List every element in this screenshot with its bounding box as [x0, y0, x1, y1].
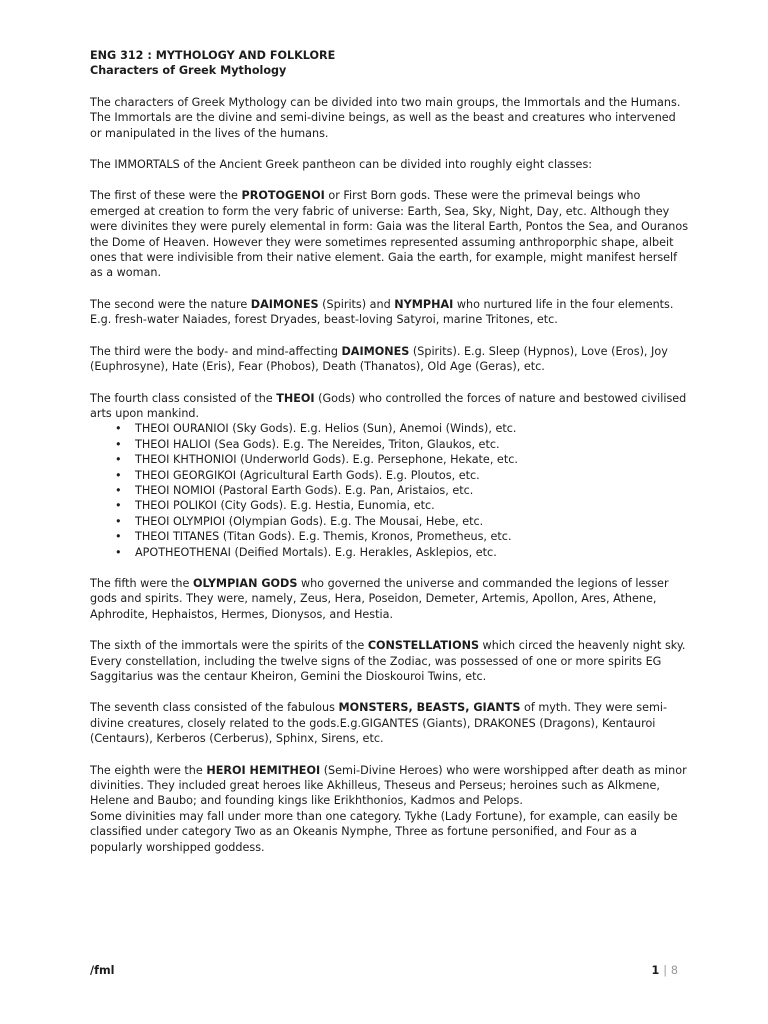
term-constellations: CONSTELLATIONS — [367, 639, 479, 653]
theoi-list — [90, 421, 690, 560]
class-4-section — [90, 391, 690, 560]
document-body — [90, 48, 690, 855]
intro-paragraph: The characters of Greek Mythology can be divided into two main groups, the Immortals and the Humans. The Immortals are the divine and semi-divine beings, as well as the beast and creatures who intervened or manipulated in the lives of the humans. — [90, 95, 681, 140]
class-8-section — [90, 763, 690, 855]
class-3-paragraph: The third were the body- and mind-affecting DAIMONES (Spirits). E.g. Sleep (Hypnos), Love (Eros), Joy (Euphrosyne), Hate (Eris), Fear (Phobos), Death (Thanatos), Old Age (Geras), etc. — [90, 344, 668, 374]
class-6-paragraph: The sixth of the immortals were the spirits of the CONSTELLATIONS which circed the heavenly night sky. Every constellation, including the twelve signs of the Zodiac, was possessed of one or more spirits EG Saggitarius was the centaur Kheiron, Gemini the Dioskouroi Twins, etc. — [90, 639, 686, 683]
list-item: • THEOI GEORGIKOI (Agricultural Earth Gods). E.g. Ploutos, etc. — [135, 468, 690, 483]
immortals-intro-paragraph: The IMMORTALS of the Ancient Greek pantheon can be divided into roughly eight classes: — [90, 158, 593, 172]
closing-note: Some divinities may fall under more than one category. Tykhe (Lady Fortune), for example, can easily be classified under category Two as an Okeanis Nymphe, Three as fortune personified, and Four as a popularly worshipped goddess. — [90, 809, 678, 854]
term-daimones: DAIMONES — [250, 297, 319, 311]
list-item: • THEOI NOMIOI (Pastoral Earth Gods). E.g. Pan, Aristaios, etc. — [135, 483, 690, 498]
class-5-paragraph: The fifth were the OLYMPIAN GODS who governed the universe and commanded the legions of lesser gods and spirits. They were, namely, Zeus, Hera, Poseidon, Demeter, Artemis, Apollon, Ares, Athene, Aphrodite, Hephaistos, Hermes, Dionysos, and Hestia. — [90, 576, 669, 621]
page-separator: | — [663, 964, 667, 977]
term-theoi: THEOI — [276, 391, 315, 405]
page-number — [651, 964, 678, 977]
current-page: 1 — [651, 964, 660, 977]
course-title: ENG 312 : MYTHOLOGY AND FOLKLORE — [90, 49, 336, 62]
list-item: • THEOI POLIKOI (City Gods). E.g. Hestia, Eunomia, etc. — [135, 498, 690, 513]
term-heroi-hemitheoi: HEROI HEMITHEOI — [206, 763, 321, 777]
term-monsters-beasts-giants: MONSTERS, BEASTS, GIANTS — [338, 701, 521, 715]
total-pages: 8 — [670, 964, 678, 977]
term-olympian-gods: OLYMPIAN GODS — [192, 576, 298, 590]
list-item: • THEOI KHTHONIOI (Underworld Gods). E.g. Persephone, Hekate, etc. — [135, 452, 690, 467]
list-item: • THEOI OURANIOI (Sky Gods). E.g. Helios (Sun), Anemoi (Winds), etc. — [135, 421, 690, 436]
class-8-paragraph: The eighth were the HEROI HEMITHEOI (Semi-Divine Heroes) who were worshipped after death as minor divinities. They included great heroes like Akhilleus, Theseus and Perseus; heroines such as Alkmene, Helene and Baubo; and founding kings like Erikhthonios, Kadmos and Pelops. — [90, 763, 687, 808]
term-protogenoi: PROTOGENOI — [241, 189, 325, 203]
list-item: • THEOI TITANES (Titan Gods). E.g. Themis, Kronos, Prometheus, etc. — [135, 529, 690, 544]
class-2-paragraph: The second were the nature DAIMONES (Spirits) and NYMPHAI who nurtured life in the four elements. E.g. fresh-water Naiades, forest Dryades, beast-loving Satyroi, marine Tritones, etc. — [90, 297, 674, 327]
term-daimones-body-mind: DAIMONES — [341, 344, 410, 358]
class-1-paragraph: The first of these were the PROTOGENOI or First Born gods. These were the primeval beings who emerged at creation to form the very fabric of universe: Earth, Sea, Sky, Night, Day, etc. Although they were divinites they were purely elemental in form: Gaia was the literal Earth, Pontos the Sea, and Ouranos the Dome of Heaven. However they were sometimes represented assuming anthroporphic shape, albeit ones that were indivisible from their native element. Gaia the earth, for example, might manifest herself as a woman. — [90, 189, 689, 280]
list-item: • APOTHEOTHENAI (Deified Mortals). E.g. Herakles, Asklepios, etc. — [135, 545, 690, 560]
document-subtitle: Characters of Greek Mythology — [90, 64, 287, 78]
class-4-paragraph: The fourth class consisted of the THEOI (Gods) who controlled the forces of nature and bestowed civilised arts upon mankind. — [90, 391, 687, 420]
list-item: • THEOI HALIOI (Sea Gods). E.g. The Nereides, Triton, Glaukos, etc. — [135, 437, 690, 452]
footer-initials: /fml — [90, 964, 115, 977]
class-7-paragraph: The seventh class consisted of the fabulous MONSTERS, BEASTS, GIANTS of myth. They were semi-divine creatures, closely related to the gods.E.g.GIGANTES (Giants), DRAKONES (Dragons), Kentauroi (Centaurs), Kerberos (Cerberus), Sphinx, Sirens, etc. — [90, 701, 667, 746]
term-nymphai: NYMPHAI — [394, 297, 454, 311]
list-item: • THEOI OLYMPIOI (Olympian Gods). E.g. The Mousai, Hebe, etc. — [135, 514, 690, 529]
